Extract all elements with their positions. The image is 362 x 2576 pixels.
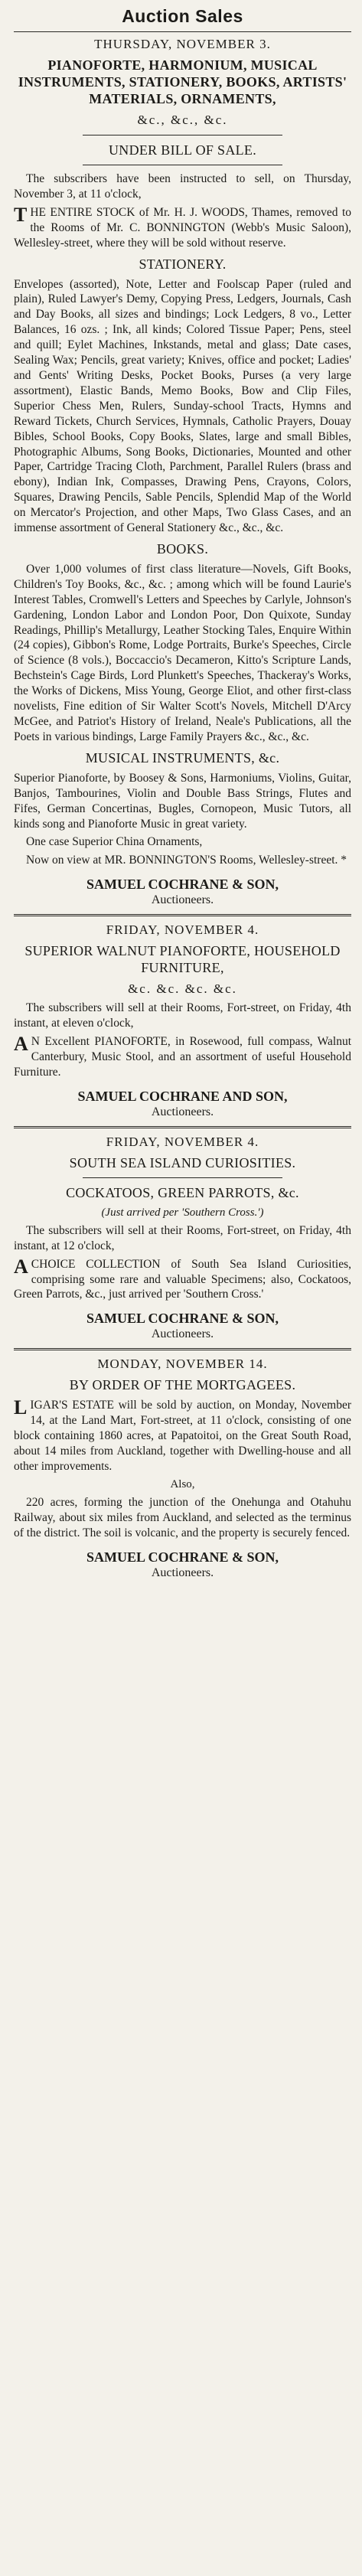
ad-date: FRIDAY, NOVEMBER 4. — [106, 922, 259, 938]
china-line: One case Superior China Ornaments, — [26, 835, 203, 849]
ad-date: MONDAY, NOVEMBER 14. — [97, 1357, 268, 1372]
ad-also: Also, — [170, 1477, 195, 1490]
auctioneer-name: SAMUEL COCHRANE & SON, — [86, 1549, 279, 1565]
auctioneer-name: SAMUEL COCHRANE AND SON, — [77, 1088, 288, 1104]
ad-etc-line: &c., &c., &c. — [137, 113, 228, 127]
ad-intro: The subscribers have been instructed to sell, on Thursday, November 3, at 11 o'clock, — [14, 172, 351, 201]
divider — [14, 31, 351, 32]
auctioneer-name: SAMUEL COCHRANE & SON, — [86, 1311, 279, 1327]
music-list: Superior Pianoforte, by Boosey & Sons, Harmoniums, Violins, Guitar, Banjos, Tambourines, Violin and Double Bass Strings, Flutes and Fifes, German Concertinas, Bugles, Cornopeon, Music Tutors, all kinds song and Pianoforte Music in great variety. — [14, 771, 351, 831]
drop-cap: A — [14, 1255, 28, 1278]
ad-body — [14, 205, 351, 251]
view-line: Now on view at MR. BONNINGTON'S Rooms, Wellesley-street. * — [26, 854, 347, 867]
drop-cap: A — [14, 1033, 28, 1056]
ad-date: THURSDAY, NOVEMBER 3. — [94, 37, 271, 51]
auctioneer-name: SAMUEL COCHRANE & SON, — [86, 877, 279, 893]
divider — [14, 1348, 351, 1350]
music-heading: MUSICAL INSTRUMENTS, &c. — [85, 749, 280, 766]
ad-body-2: 220 acres, forming the junction of the Onehunga and Otahuhu Railway, about six miles from Auckland, and selected as the terminus of the district. The soil is volcanic, and the property is securely fenced. — [14, 1495, 351, 1539]
drop-cap: T — [14, 203, 28, 226]
stationery-heading: STATIONERY. — [139, 256, 227, 272]
books-heading: BOOKS. — [156, 540, 209, 557]
ad-heading: SUPERIOR WALNUT PIANOFORTE, HOUSEHOLD FURNITURE, — [24, 943, 341, 976]
ad-body-text: HE ENTIRE STOCK of Mr. H. J. WOODS, Thames, removed to the Rooms of Mr. C. BONNINGTON (Webb's Music Saloon), Wellesley-street, where they will be sold without reserve. — [14, 205, 351, 250]
auctioneer-role: Auctioneers. — [151, 1327, 214, 1341]
drop-cap: L — [14, 1396, 28, 1419]
ad-heading: BY ORDER OF THE MORTGAGEES. — [69, 1377, 296, 1393]
ad-heading-2: COCKATOOS, GREEN PARROTS, &c. — [66, 1184, 299, 1200]
books-list: Over 1,000 volumes of first class literature—Novels, Gift Books, Children's Toy Books, &c., &c. ; among which will be found Laurie's Interest Tables, Cromwell's Letters and Speeches by Carlyle, Johnson's Gardening, London Labor and London Poor, Don Quixote, Sunday Readings, Phillip's Metallurgy, Leather Stocking Tales, Enquire Within (24 copies), Gibbon's Rome, Lodge Portraits, Burke's Speeches, Circle of Science (8 vols.), Boccaccio's Decameron, Kitto's Scripture Lands, Bechstein's Cage Birds, Lord Plunkett's Speeches, Thackeray's Works, the Works of Dickens, Miss Young, George Eliot, and other first-class novelists, Fine edition of Sir Walter Scott's Novels, Mitchell D'Arcy McGee, and Patriot's History of Ireland, Neale's Publications, all the Poets in various bindings, Large Family Prayers &c., &c., &c. — [14, 562, 351, 743]
ad-body-text: CHOICE COLLECTION of South Sea Island Curiosities, comprising some rare and valuable Specimens; also, Cockatoos, Green Parrots, &c., just arrived per 'Southern Cross.' — [14, 1257, 351, 1301]
stationery-list: Envelopes (assorted), Note, Letter and Foolscap Paper (ruled and plain), Ruled Lawyer's Demy, Copying Press, Ledgers, Journals, Cash and Day Books, all sizes and bindings; Lock Ledgers, 8 vo., Letter Balances, 16 ozs. ; Ink, all kinds; Colored Tissue Paper; Pens, steel and quill; Eylet Machines, Inkstands, metal and glass; Date cases, Sealing Wax; Pencils, great variety; Knives, office and pocket; Ladies' and Gents' Writing Desks, Pocket Books, Purses (a very large assortment), Elastic Bands, Memo Books, Bow and Clip Files, Superior Chess Men, Rulers, Sunday-school Tracts, Hymns and Reward Tickets, Church Services, Hymnals, Catholic Prayers, Douay Bibles, School Books, Copy Books, Slates, large and small Bibles, Photographic Albums, Song Books, Dictionaries, Mounted and other Paper, Cartridge Tracing Cloth, Parchment, Parallel Rulers (brass and ebony), Indian Ink, Compasses, Drawing Pens, Crayons, Colors, Squares, Drawing Pencils, Sable Pencils, Splendid Map of the World on Mercator's Projection, and other Maps, Two Glass Cases, and an immense assortment of General Stationery &c., &c., &c. — [14, 277, 351, 535]
auction-ad-pianoforte — [14, 922, 351, 1120]
ad-intro: The subscribers will sell at their Rooms, Fort-street, on Friday, 4th instant, at 12 o'clock, — [14, 1223, 351, 1252]
ad-body — [14, 1257, 351, 1303]
ad-date: FRIDAY, NOVEMBER 4. — [106, 1134, 259, 1149]
divider — [83, 1177, 282, 1178]
auction-ad-estate — [14, 1357, 351, 1580]
divider — [14, 914, 351, 916]
section-title: Auction Sales — [122, 6, 243, 26]
ad-arrived: (Just arrived per 'Southern Cross.') — [101, 1206, 264, 1219]
auction-ad-stock — [14, 37, 351, 908]
ad-heading: SOUTH SEA ISLAND CURIOSITIES. — [69, 1154, 296, 1170]
ad-body — [14, 1398, 351, 1474]
ad-subheading: UNDER BILL OF SALE. — [108, 142, 257, 158]
ad-body-text: N Excellent PIANOFORTE, in Rosewood, full compass, Walnut Canterbury, Music Stool, and an assortment of useful Household Furniture. — [14, 1035, 351, 1079]
ad-body-text: IGAR'S ESTATE will be sold by auction, on Monday, November 14, at the Land Mart, Fort-street, at 11 o'clock, consisting of one block containing 1860 acres, at Papatoitoi, on the Great South Road, about 14 miles from Auckland, together with Dwelling-house and all other improvements. — [14, 1399, 351, 1473]
auctioneer-role: Auctioneers. — [151, 1566, 214, 1579]
ad-body — [14, 1034, 351, 1080]
auctioneer-role: Auctioneers. — [151, 893, 214, 907]
ad-heading: PIANOFORTE, HARMONIUM, MUSICAL INSTRUMENTS, STATIONERY, BOOKS, ARTISTS' MATERIALS, ORNAMENTS, — [18, 57, 347, 106]
divider — [14, 1126, 351, 1128]
auction-ad-curiosities — [14, 1135, 351, 1343]
ad-intro: The subscribers will sell at their Rooms, Fort-street, on Friday, 4th instant, at eleven o'clock, — [14, 1001, 351, 1030]
auctioneer-role: Auctioneers. — [151, 1105, 214, 1118]
ad-etc-line: &c. &c. &c. &c. — [128, 981, 237, 997]
